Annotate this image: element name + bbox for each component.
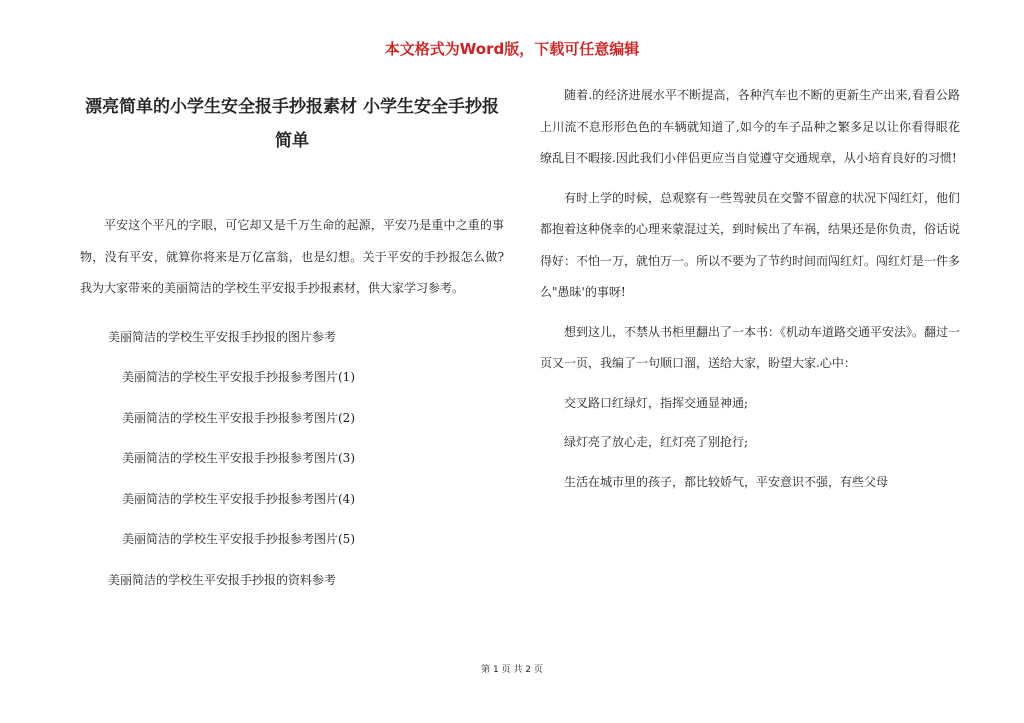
intro-paragraph: 平安这个平凡的字眼，可它却又是千万生命的起源，平安乃是重中之重的事物，没有平安，就算你将来是万亿富翁，也是幻想。关于平安的手抄报怎么做?我为大家带来的美丽简洁的学校生平安报手抄报素材，供大家学习参考。	[80, 218, 504, 295]
body-paragraph: 有时上学的时候，总观察有一些驾驶员在交警不留意的状况下闯红灯，他们都抱着这种侥幸的心理来蒙混过关，到时候出了车祸，结果还是你负责，俗话说得好：不怕一万，就怕万一。所以不要为了节约时间而闯红灯。闯红灯是一件多么"愚昧'的事呀!	[540, 190, 961, 299]
list-item: 美丽简洁的学校生平安报手抄报参考图片(5)	[122, 532, 355, 546]
list-item: 美丽简洁的学校生平安报手抄报参考图片(4)	[122, 491, 355, 506]
body-paragraph: 想到这儿，不禁从书柜里翻出了一本书：《机动车道路交通平安法》。翻过一页又一页，我编了一句顺口溜，送给大家，盼望大家.心中：	[540, 324, 961, 370]
right-column	[540, 80, 960, 506]
list-item: 美丽简洁的学校生平安报手抄报的资料参考	[108, 572, 337, 587]
list-item: 美丽简洁的学校生平安报手抄报的图片参考	[108, 329, 337, 344]
left-column	[80, 90, 504, 610]
document-title: 漂亮简单的小学生安全报手抄报素材 小学生安全手抄报简单	[85, 97, 499, 151]
verse-line: 绿灯亮了放心走，红灯亮了别抢行;	[564, 435, 749, 449]
page-number: 第 1 页 共 2 页	[481, 665, 543, 675]
body-paragraph: 生活在城市里的孩子，都比较娇气，平安意识不强，有些父母	[564, 474, 889, 489]
list-item: 美丽简洁的学校生平安报手抄报参考图片(2)	[122, 410, 355, 425]
list-item: 美丽简洁的学校生平安报手抄报参考图片(3)	[122, 451, 355, 465]
list-item: 美丽简洁的学校生平安报手抄报参考图片(1)	[122, 370, 355, 384]
verse-line: 交叉路口红绿灯，指挥交通显神通;	[564, 395, 749, 410]
format-banner: 本文格式为Word版，下载可任意编辑	[384, 40, 640, 58]
body-paragraph: 随着.的经济进展水平不断提高，各种汽车也不断的更新生产出来,看看公路上川流不息形形色色的车辆就知道了,如今的车子品种之繁多足以让你看得眼花缭乱目不暇接.因此我们小伴侣更应当自觉遵守交通规章，从小培育良好的习惯!	[540, 88, 960, 165]
